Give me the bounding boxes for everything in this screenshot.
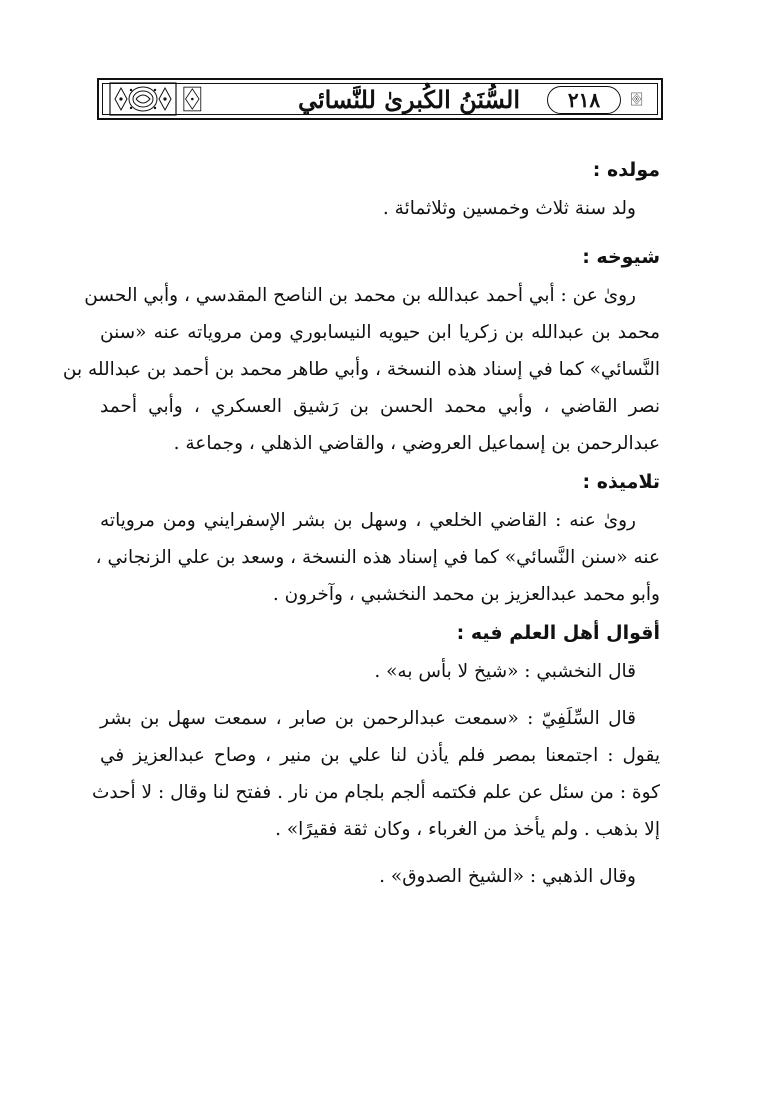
page-header [97,78,663,120]
header-ornament-right-icon [631,84,657,114]
section-heading-students: تلاميذه : [582,471,660,493]
text-line: إلا بذهب . ولم يأخذ من الغرباء ، وكان ثقة فقيرًا» . [275,819,660,840]
header-ornament-mid-icon [183,84,205,114]
page-body [62,150,660,895]
section-heading-birth: مولده : [592,159,660,181]
text-line: وأبو محمد عبدالعزيز بن محمد النخشبي ، وآخرون . [272,584,660,605]
paragraph-students [95,502,660,613]
text-line: قال النخشبي : «شيخ لا بأس به» . [374,661,636,682]
paragraph-opinion-silafi [91,700,660,848]
text-line: محمد بن عبدالله بن زكريا ابن حيويه النيسابوري ومن مروياته عنه «سنن [100,322,660,343]
running-title: السُّنَنُ الكُبرىٰ للنَّسائي [297,85,521,114]
text-line: روىٰ عنه : القاضي الخلعي ، وسهل بن بشر الإسفرايني ومن مروياته [100,510,636,531]
text-line: يقول : اجتمعنا بمصر فلم يأذن لنا علي بن منير ، وصاح عبدالعزيز في [100,745,660,766]
text-line: النَّسائي» كما في إسناد هذه النسخة ، وأبي طاهر محمد بن أحمد بن عبدالله بن [62,359,660,380]
paragraph-opinion-dhahabi [100,858,660,895]
text-line: قال السِّلَفِيّ : «سمعت عبدالرحمن بن صابر ، سمعت سهل بن بشر [100,708,636,729]
medallion-ornament-icon [109,82,177,116]
section-heading-teachers: شيوخه : [582,246,660,268]
text-line: وقال الذهبي : «الشيخ الصدوق» . [379,866,636,887]
text-line: نصر القاضي ، وأبي محمد الحسن بن رَشيق العسكري ، وأبي أحمد [100,396,660,417]
paragraph-opinion-nakhshabi [100,653,660,690]
paragraph-teachers [62,277,660,462]
paragraph-birth [100,190,660,227]
section-heading-scholar-opinions: أقوال أهل العلم فيه : [456,622,660,644]
text-line: عبدالرحمن بن إسماعيل العروضي ، والقاضي الذهلي ، وجماعة . [173,433,660,454]
text-line: ولد سنة ثلاث وخمسين وثلاثمائة . [382,198,636,219]
text-line: عنه «سنن النَّسائي» كما في إسناد هذه النسخة ، وسعد بن علي الزنجاني ، [95,547,660,568]
page-number: ٢١٨ [547,86,621,114]
text-line: روىٰ عن : أبي أحمد عبدالله بن محمد بن الناصح المقدسي ، وأبي الحسن [84,285,636,306]
text-line: كوة : من سئل عن علم فكتمه ألجم بلجام من نار . ففتح لنا وقال : لا أحدث [91,782,660,803]
